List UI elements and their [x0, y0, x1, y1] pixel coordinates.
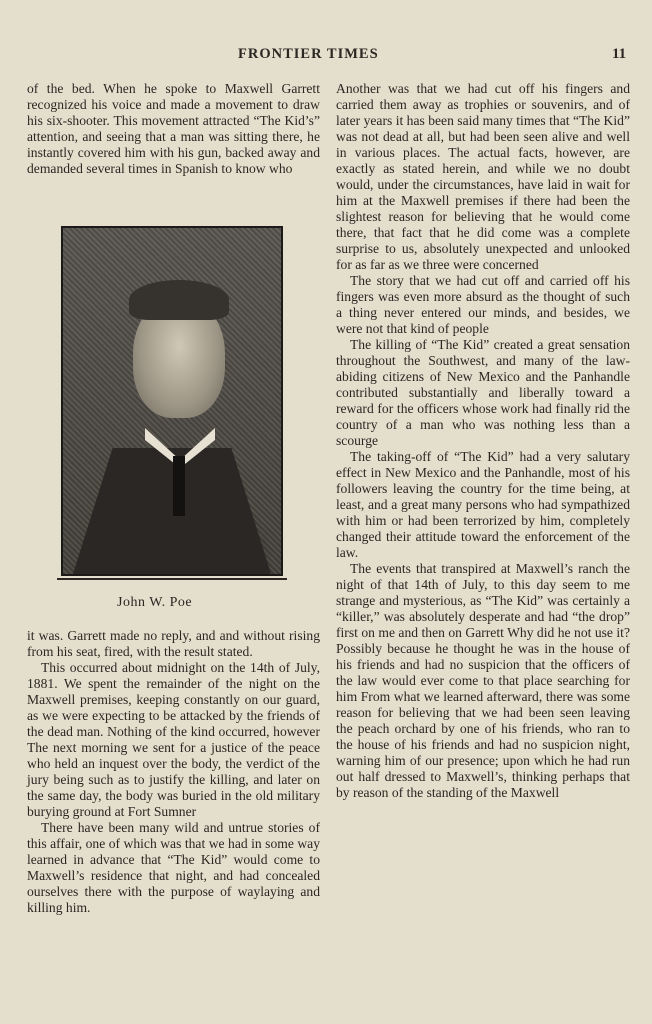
left-column-top: [27, 81, 320, 177]
right-column: [336, 81, 630, 801]
paragraph: The taking-off of “The Kid” had a very salutary effect in New Mexico and the Panhandle, most of his followers leaving the country for the time being, at least, and a great many persons who had sympathized with him or had been terrorized by him, completely changed their attitude toward the enforcement of the law.: [336, 449, 630, 560]
paragraph: it was. Garrett made no reply, and and without rising from his seat, fired, with the result stated.: [27, 628, 320, 659]
portrait-hair: [129, 280, 229, 320]
portrait-coat: [73, 448, 271, 574]
paragraph: Another was that we had cut off his fingers and carried them away as trophies or souvenirs, and of later years it has been said many times that “The Kid” was not dead at all, but had been seen alive and well in various places. The actual facts, however, are exactly as stated herein, and while we no doubt would, under the circumstances, have laid in wait for him at the Maxwell premises if there had been the slightest reason for believing that he would come there, that fact that he did come was a complete surprise to us, absolutely unexpected and unlooked for as far as we three were concerned: [336, 81, 630, 272]
paragraph: The events that transpired at Maxwell’s ranch the night of that 14th of July, to this day seem to me strange and mysterious, as “The Kid” was certainly a “killer,” was absolutely desperate and had “the drop” first on me and then on Garrett Why did he not use it? Possibly because he thought he was in the house of his friends and had no suspicion that the officers of the law would ever come to that place searching for him From what we learned afterward, there was some reason for believing that we had been seen leaving the peach orchard by one of his friends, who ran to the house of his friends and had no suspicion night, warning him of our presence; upon which he had run out half dressed to Maxwell’s, thinking perhaps that by reason of the standing of the Maxwell: [336, 561, 630, 800]
left-column-bottom: [27, 628, 320, 916]
paragraph: of the bed. When he spoke to Maxwell Garrett recognized his voice and made a movement to draw his six-shooter. This movement attracted “The Kid’s” attention, and seeing that a man was sitting there, he instantly covered him with his gun, backed away and demanded several times in Spanish to know who: [27, 81, 320, 176]
photo-caption: John W. Poe: [117, 595, 193, 610]
portrait-tie: [173, 456, 185, 516]
portrait-image: [61, 226, 283, 576]
paragraph: There have been many wild and untrue stories of this affair, one of which was that we had in some way learned in advance that “The Kid” would come to Maxwell’s residence that night, and had concealed ourselves there with the purpose of waylaying and killing him.: [27, 820, 320, 915]
running-title: FRONTIER TIMES: [238, 46, 379, 62]
page-number: 11: [612, 46, 627, 62]
paragraph: The killing of “The Kid” created a great sensation throughout the Southwest, and many of the law-abiding citizens of New Mexico and the Panhandle contributed substantially and liberally toward a reward for the officers whose work had finally rid the country of a man who was nothing less than a scourge: [336, 337, 630, 448]
photo-rule: [57, 578, 287, 580]
paragraph: The story that we had cut off and carried off his fingers was even more absurd as the thought of such a thing never entered our minds, and besides, we were not that kind of people: [336, 273, 630, 336]
portrait-photo: [57, 222, 287, 582]
paragraph: This occurred about midnight on the 14th of July, 1881. We spent the remainder of the night on the Maxwell premises, keeping constantly on our guard, as we were expecting to be attacked by the friends of the dead man. Nothing of the kind occurred, however The next morning we sent for a justice of the peace who held an inquest over the body, the verdict of the jury being such as to justify the killing, and later on the same day, the body was buried in the old military burying ground at Fort Sumner: [27, 660, 320, 819]
page-header: [0, 46, 652, 70]
